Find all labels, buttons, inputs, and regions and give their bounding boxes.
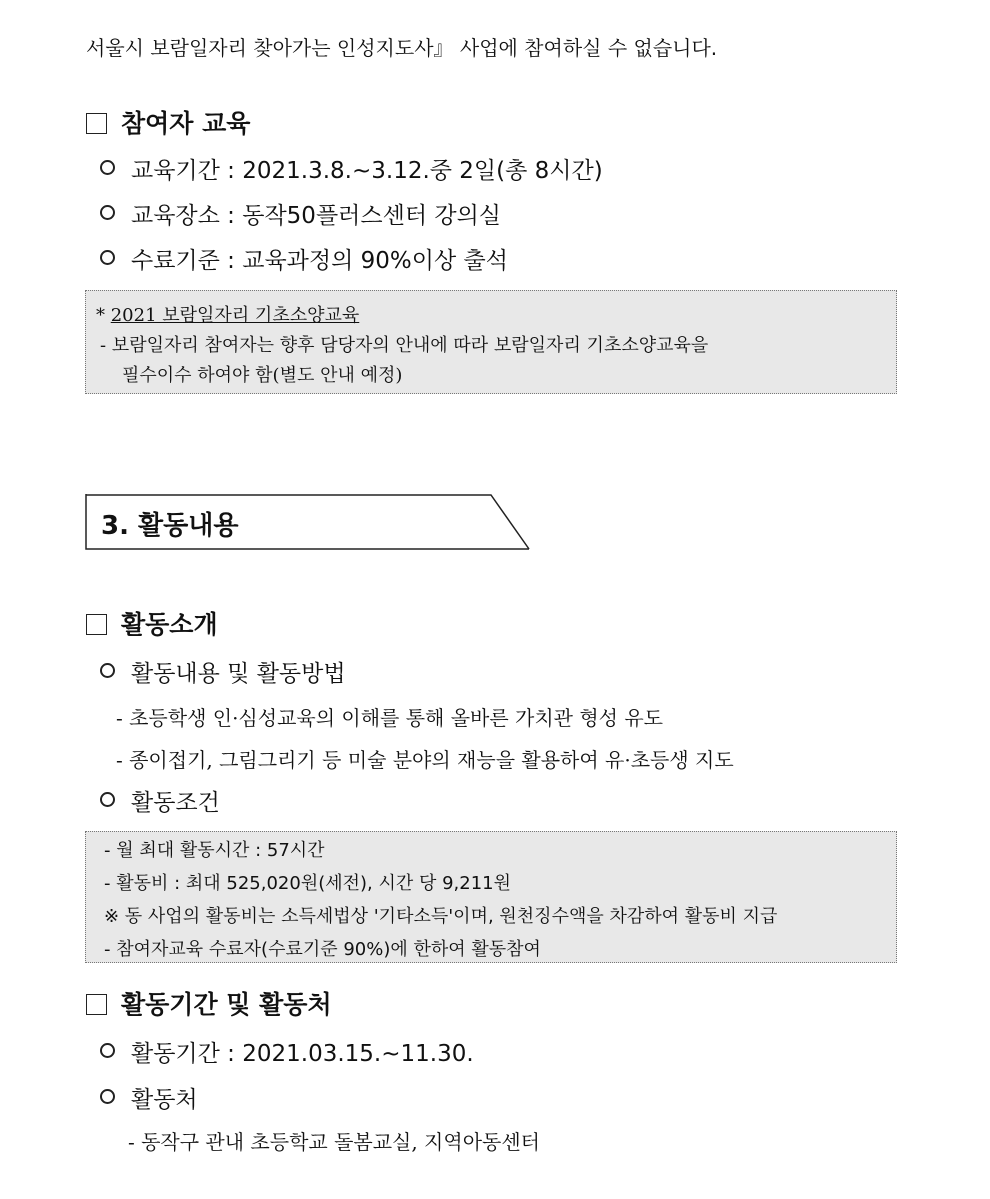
section-title: 3. 활동내용 (101, 511, 239, 541)
item-text: 수료기준 : 교육과정의 90%이상 출석 (131, 248, 508, 274)
item-text: 활동기간 : 2021.03.15.~11.30. (131, 1041, 474, 1067)
intro-text: 서울시 보람일자리 찾아가는 인성지도사』 사업에 참여하실 수 없습니다. (86, 36, 718, 60)
note-title-text: 2021 보람일자리 기초소양교육 (110, 305, 360, 326)
item-text: 교육장소 : 동작50플러스센터 강의실 (131, 203, 502, 229)
activity-period-item (100, 1035, 474, 1068)
conditions-box (85, 831, 897, 963)
note-title (96, 301, 359, 327)
activity-sub-heading-conditions (100, 784, 220, 817)
circle-bullet-icon (100, 663, 115, 678)
condition-line-2: - 활동비 : 최대 525,020원(세전), 시간 당 9,211원 (104, 873, 511, 894)
circle-bullet-icon (100, 250, 115, 265)
circle-bullet-icon (100, 792, 115, 807)
asterisk-icon: * (96, 305, 111, 326)
circle-bullet-icon (100, 205, 115, 220)
item-text: 활동처 (131, 1087, 198, 1113)
section-heading-activity-intro (86, 605, 218, 641)
section-heading-activity-period (86, 985, 332, 1021)
section-banner (85, 494, 531, 550)
heading-text: 활동기간 및 활동처 (121, 990, 332, 1019)
heading-text: 활동소개 (121, 610, 218, 639)
circle-bullet-icon (100, 1089, 115, 1104)
section-heading-participant-education (86, 104, 250, 140)
activity-content-line-2: - 종이접기, 그림그리기 등 미술 분야의 재능을 활용하여 유·초등생 지도 (116, 748, 734, 772)
item-text: 활동조건 (131, 790, 220, 816)
activity-sub-heading-content (100, 655, 346, 688)
item-text: 교육기간 : 2021.3.8.~3.12.중 2일(총 8시간) (131, 158, 603, 184)
heading-text: 참여자 교육 (121, 109, 251, 138)
circle-bullet-icon (100, 1043, 115, 1058)
activity-place-item (100, 1081, 198, 1114)
checkbox-square-icon (86, 614, 107, 635)
activity-place-line: - 동작구 관내 초등학교 돌봄교실, 지역아동센터 (128, 1130, 540, 1154)
condition-line-1: - 월 최대 활동시간 : 57시간 (104, 840, 325, 861)
condition-line-3: ※ 동 사업의 활동비는 소득세법상 '기타소득'이며, 원천징수액을 차감하여 활동비 지급 (104, 906, 778, 927)
education-item-place (100, 197, 501, 230)
item-text: 활동내용 및 활동방법 (131, 661, 346, 687)
circle-bullet-icon (100, 160, 115, 175)
activity-content-line-1: - 초등학생 인·심성교육의 이해를 통해 올바른 가치관 형성 유도 (116, 706, 663, 730)
education-note-box (85, 290, 897, 394)
education-item-period (100, 152, 603, 185)
note-line-1: - 보람일자리 참여자는 향후 담당자의 안내에 따라 보람일자리 기초소양교육을 (100, 335, 709, 356)
checkbox-square-icon (86, 113, 107, 134)
education-item-criteria (100, 242, 508, 275)
note-line-2: 필수이수 하여야 함(별도 안내 예정) (122, 365, 403, 386)
condition-line-4: - 참여자교육 수료자(수료기준 90%)에 한하여 활동참여 (104, 939, 541, 960)
checkbox-square-icon (86, 994, 107, 1015)
